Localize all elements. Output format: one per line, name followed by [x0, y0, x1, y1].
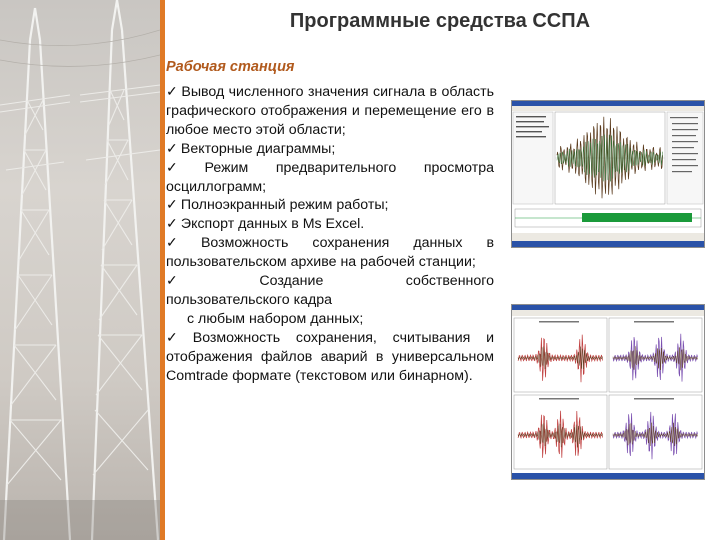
- slide-subtitle: Рабочая станция: [166, 59, 295, 75]
- oscillogram-window-thumbnail: [512, 101, 704, 247]
- check-icon: ✓: [166, 273, 257, 290]
- feature-item: [166, 329, 494, 386]
- feature-line: [166, 272, 494, 291]
- feature-line: с любым набором данных;: [187, 310, 364, 327]
- feature-text: Возможность сохранения, считывания и отображения файлов аварий в универсальном Comtrade формате (текстовом или бинарном).: [166, 329, 495, 384]
- oscillogram-screenshot: [511, 100, 705, 248]
- fault-analysis-screenshot: [511, 304, 705, 480]
- feature-item: [166, 196, 494, 215]
- feature-text: Вывод численного значения сигнала в область графического отображения и перемещение его в любое место этой области;: [166, 84, 494, 138]
- fault-window-thumbnail: [512, 305, 704, 479]
- feature-item: [166, 83, 494, 140]
- accent-bar: [160, 0, 165, 540]
- feature-text: Векторные диаграммы;: [180, 140, 336, 157]
- feature-text: Создание собственного: [259, 273, 495, 290]
- check-icon: ✓: [166, 197, 178, 214]
- feature-item: [166, 234, 494, 272]
- feature-text: Режим предварительного просмотра осциллограмм;: [166, 159, 495, 195]
- feature-item: [166, 215, 494, 234]
- check-icon: ✓: [166, 216, 178, 233]
- feature-item: [166, 159, 494, 197]
- feature-text: Полноэкранный режим работы;: [180, 197, 389, 214]
- check-icon: ✓: [166, 235, 198, 252]
- check-icon: ✓: [166, 140, 178, 157]
- feature-text: Возможность сохранения данных в пользовательском архиве на рабочей станции;: [166, 235, 495, 271]
- feature-line: пользовательского кадра: [166, 291, 333, 308]
- check-icon: ✓: [166, 159, 202, 176]
- feature-item: [166, 272, 494, 329]
- feature-text: Экспорт данных в Ms Excel.: [180, 216, 365, 233]
- check-icon: ✓: [166, 329, 190, 346]
- check-icon: ✓: [166, 84, 179, 100]
- transmission-tower-illustration: [0, 0, 160, 540]
- power-tower-photo: [0, 0, 160, 540]
- feature-list: [166, 83, 494, 386]
- feature-item: [166, 140, 494, 159]
- slide-title: Программные средства ССПА: [289, 10, 591, 32]
